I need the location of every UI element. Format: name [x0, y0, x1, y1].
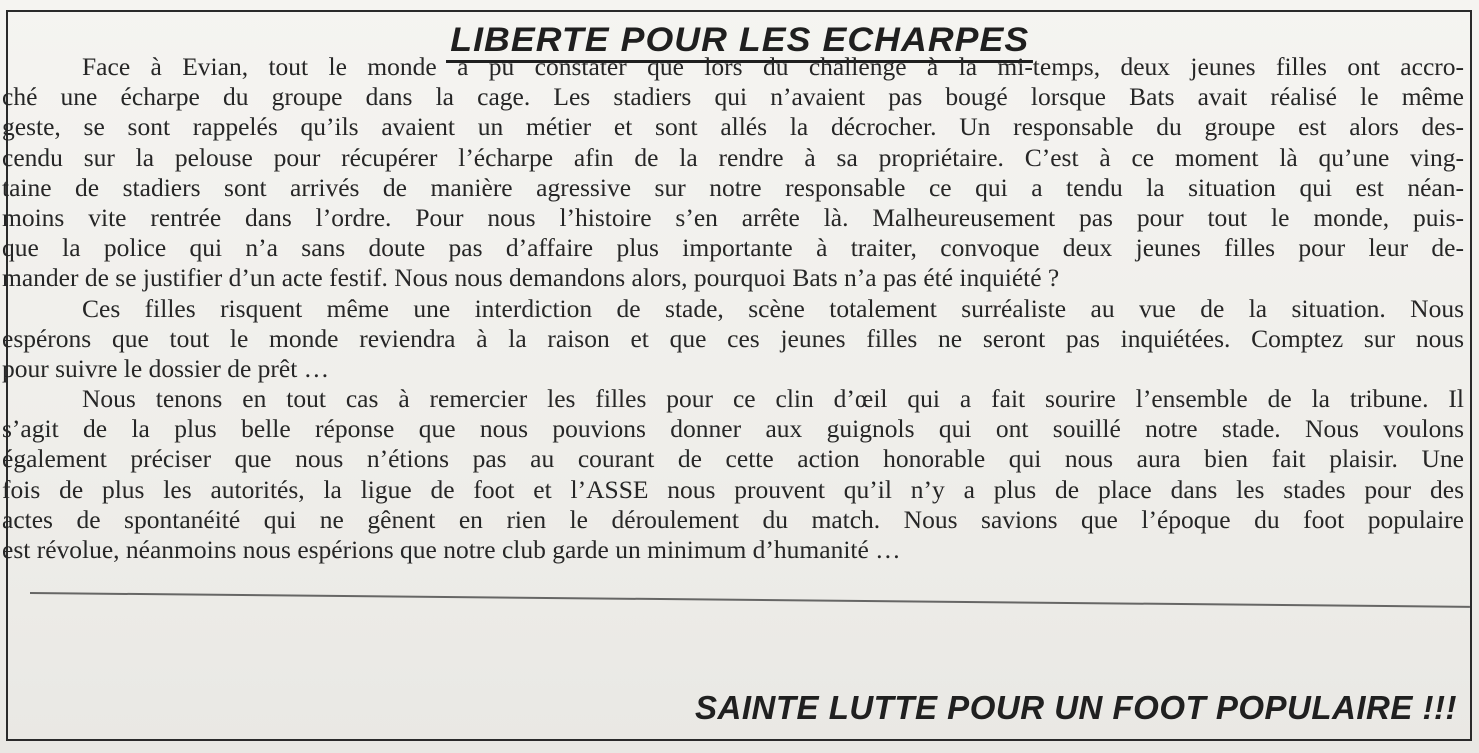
article-line: est révolue, néanmoins nous espérions que notre club garde un minimum d’humanité …: [2, 535, 901, 564]
article-line: également préciser que nous n’étions pas au courant de cette action honorable qui nous aura bien fait plaisir. Une: [2, 444, 1464, 474]
article-line: que la police qui n’a sans doute pas d’affaire plus importante à traiter, convoque deux jeunes filles pour leur de-: [2, 233, 1464, 263]
article-line: moins vite rentrée dans l’ordre. Pour nous l’histoire s’en arrête là. Malheureusement pas pour tout le monde, puis-: [2, 202, 1464, 232]
article-line: fois de plus les autorités, la ligue de foot et l’ASSE nous prouvent qu’il n’y a plus de place dans les stades pour des: [2, 474, 1464, 504]
article-line: geste, se sont rappelés qu’ils avaient un métier et sont allés la décrocher. Un responsable du groupe est alors des-: [2, 112, 1464, 142]
article-line: pour suivre le dossier de prêt …: [2, 353, 330, 383]
article-line: cendu sur la pelouse pour récupérer l’écharpe afin de la rendre à sa propriétaire. C’est à ce moment là qu’une ving-: [2, 142, 1464, 172]
article-title: LIBERTE POUR LES ECHARPES: [446, 20, 1033, 63]
article-line: espérons que tout le monde reviendra à la raison et que ces jeunes filles ne seront pas inquiétées. Comptez sur nous: [2, 323, 1464, 353]
article-line: ché une écharpe du groupe dans la cage. Les stadiers qui n’avaient pas bougé lorsque Bats avait réalisé le même: [2, 82, 1464, 112]
article-line: Ces filles risquent même une interdiction de stade, scène totalement surréaliste au vue de la situation. Nous: [82, 293, 1464, 323]
article-line: mander de se justifier d’un acte festif. Nous nous demandons alors, pourquoi Bats n’a pas été inquiété ?: [2, 263, 1060, 293]
article-line: actes de spontanéité qui ne gênent en rien le déroulement du match. Nous savions que l’époque du foot populaire: [2, 504, 1464, 534]
article-body: [2, 52, 1464, 565]
article-line: Nous tenons en tout cas à remercier les filles pour ce clin d’œil qui a fait sourire l’ensemble de la tribune. Il: [82, 384, 1464, 414]
article-line: taine de stadiers sont arrivés de manière agressive sur notre responsable ce qui a tendu la situation qui est néan-: [2, 172, 1464, 202]
article-line: s’agit de la plus belle réponse que nous pouvions donner aux guignols qui ont souillé notre stade. Nous voulons: [2, 414, 1464, 444]
article-slogan: SAINTE LUTTE POUR UN FOOT POPULAIRE !!!: [695, 689, 1457, 726]
article-line: Face à Evian, tout le monde a pu constater que lors du challenge à la mi-temps, deux jeunes filles ont accro-: [82, 52, 1464, 81]
